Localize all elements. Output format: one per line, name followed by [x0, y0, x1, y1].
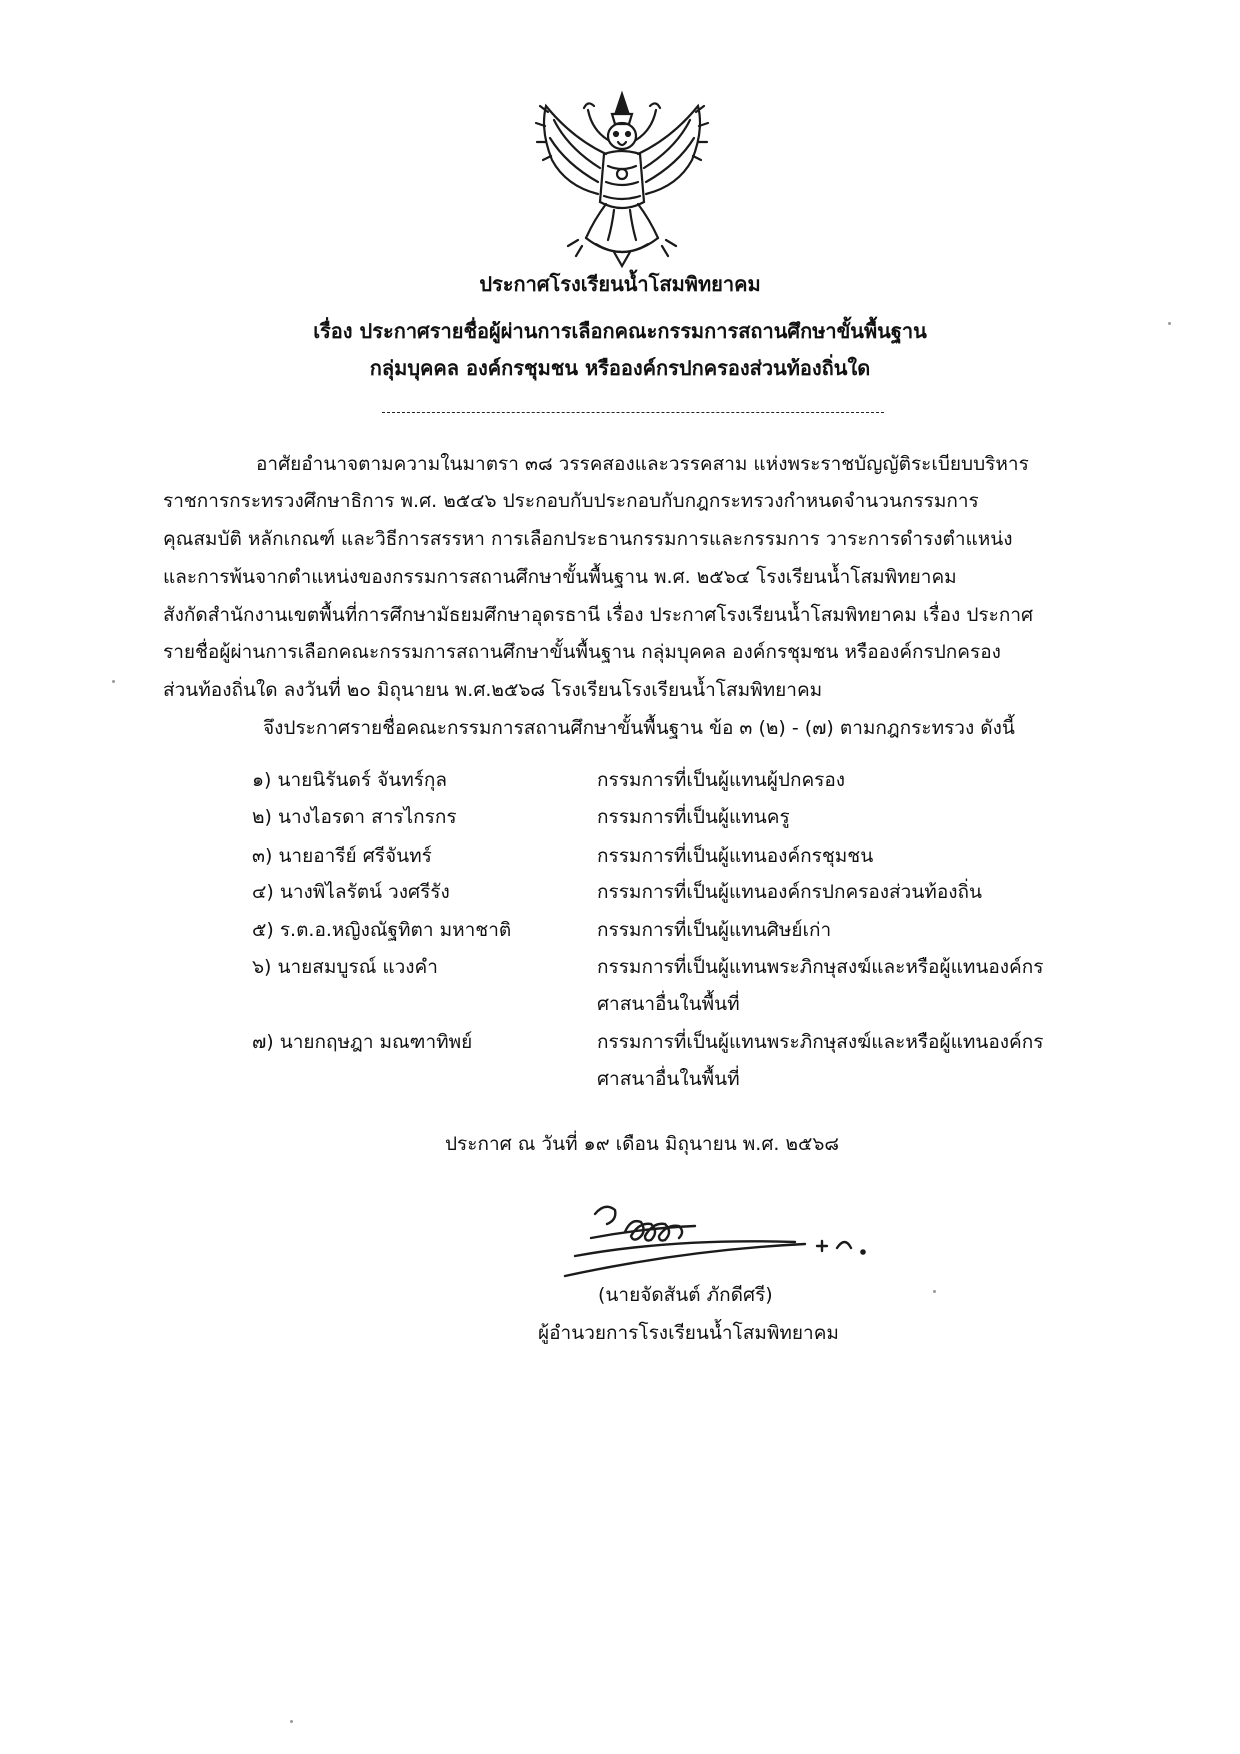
member-role: กรรมการที่เป็นผู้แทนผู้ปกครอง	[597, 769, 846, 791]
handwritten-signature	[555, 1198, 935, 1282]
scan-speck	[290, 1720, 293, 1723]
member-role: กรรมการที่เป็นผู้แทนพระภิกษุสงฆ์และหรือผู้แทนองค์กร	[597, 1031, 1044, 1053]
member-role: กรรมการที่เป็นผู้แทนครู	[597, 806, 790, 828]
scan-speck	[1168, 322, 1171, 325]
signer-name: (นายจัดสันต์ ภักดีศรี)	[598, 1284, 773, 1306]
member-role: กรรมการที่เป็นผู้แทนศิษย์เก่า	[597, 919, 832, 941]
announcement-subject-line-2: กลุ่มบุคคล องค์กรชุมชน หรือองค์กรปกครองส่วนท้องถิ่นใด	[369, 356, 871, 380]
member-role: กรรมการที่เป็นผู้แทนองค์กรปกครองส่วนท้องถิ่น	[597, 881, 983, 903]
scan-speck	[933, 1290, 936, 1293]
member-name: ๑) นายนิรันดร์ จันทร์กุล	[252, 769, 448, 791]
announce-line: จึงประกาศรายชื่อคณะกรรมการสถานศึกษาขั้นพื้นฐาน ข้อ ๓ (๒) - (๗) ตามกฎกระทรวง ดังนี้	[263, 717, 1015, 739]
body-line-3: คุณสมบัติ หลักเกณฑ์ และวิธีการสรรหา การเลือกประธานกรรมการและกรรมการ วาระการดำรงตำแหน่ง	[163, 528, 1013, 550]
member-name: ๕) ร.ต.อ.หญิงณัฐทิตา มหาชาติ	[252, 919, 512, 941]
member-role-continued: ศาสนาอื่นในพื้นที่	[597, 993, 740, 1015]
scan-speck	[112, 680, 115, 683]
body-line-4: และการพ้นจากตำแหน่งของกรรมการสถานศึกษาขั้นพื้นฐาน พ.ศ. ๒๕๖๔ โรงเรียนน้ำโสมพิทยาคม	[163, 566, 957, 588]
member-name: ๗) นายกฤษฎา มณฑาทิพย์	[252, 1031, 473, 1053]
member-name: ๒) นางไอรดา สารไกรกร	[252, 806, 457, 828]
body-line-6: รายชื่อผู้ผ่านการเลือกคณะกรรมการสถานศึกษาขั้นพื้นฐาน กลุ่มบุคคล องค์กรชุมชน หรือองค์กรปกครอง	[163, 641, 1001, 663]
dashed-divider	[382, 412, 884, 413]
body-line-7: ส่วนท้องถิ่นใด ลงวันที่ ๒๐ มิถุนายน พ.ศ.๒๕๖๘ โรงเรียนโรงเรียนน้ำโสมพิทยาคม	[163, 679, 823, 701]
member-name: ๓) นายอารีย์ ศรีจันทร์	[252, 845, 432, 867]
body-line-5: สังกัดสำนักงานเขตพื้นที่การศึกษามัธยมศึกษาอุดรธานี เรื่อง ประกาศโรงเรียนน้ำโสมพิทยาคม เรื่อง ประกาศ	[163, 604, 1034, 626]
announcement-date: ประกาศ ณ วันที่ ๑๙ เดือน มิถุนายน พ.ศ. ๒๕๖๘	[445, 1133, 840, 1155]
body-line-2: ราชการกระทรวงศึกษาธิการ พ.ศ. ๒๕๔๖ ประกอบกับประกอบกับกฎกระทรวงกำหนดจำนวนกรรมการ	[163, 490, 979, 512]
body-line-1: อาศัยอำนาจตามความในมาตรา ๓๘ วรรคสองและวรรคสาม แห่งพระราชบัญญัติระเบียบบริหาร	[256, 453, 1029, 475]
member-name: ๖) นายสมบูรณ์ แวงคำ	[252, 956, 438, 978]
signer-position: ผู้อำนวยการโรงเรียนน้ำโสมพิทยาคม	[538, 1322, 839, 1344]
garuda-emblem	[532, 90, 712, 268]
member-role-continued: ศาสนาอื่นในพื้นที่	[597, 1068, 740, 1090]
member-role: กรรมการที่เป็นผู้แทนองค์กรชุมชน	[597, 845, 874, 867]
member-role: กรรมการที่เป็นผู้แทนพระภิกษุสงฆ์และหรือผู้แทนองค์กร	[597, 956, 1044, 978]
announcement-subject-line-1: เรื่อง ประกาศรายชื่อผู้ผ่านการเลือกคณะกรรมการสถานศึกษาขั้นพื้นฐาน	[313, 319, 927, 343]
announcement-title: ประกาศโรงเรียนน้ำโสมพิทยาคม	[479, 272, 761, 296]
member-name: ๔) นางพิไลรัตน์ วงศรีรัง	[252, 881, 450, 903]
